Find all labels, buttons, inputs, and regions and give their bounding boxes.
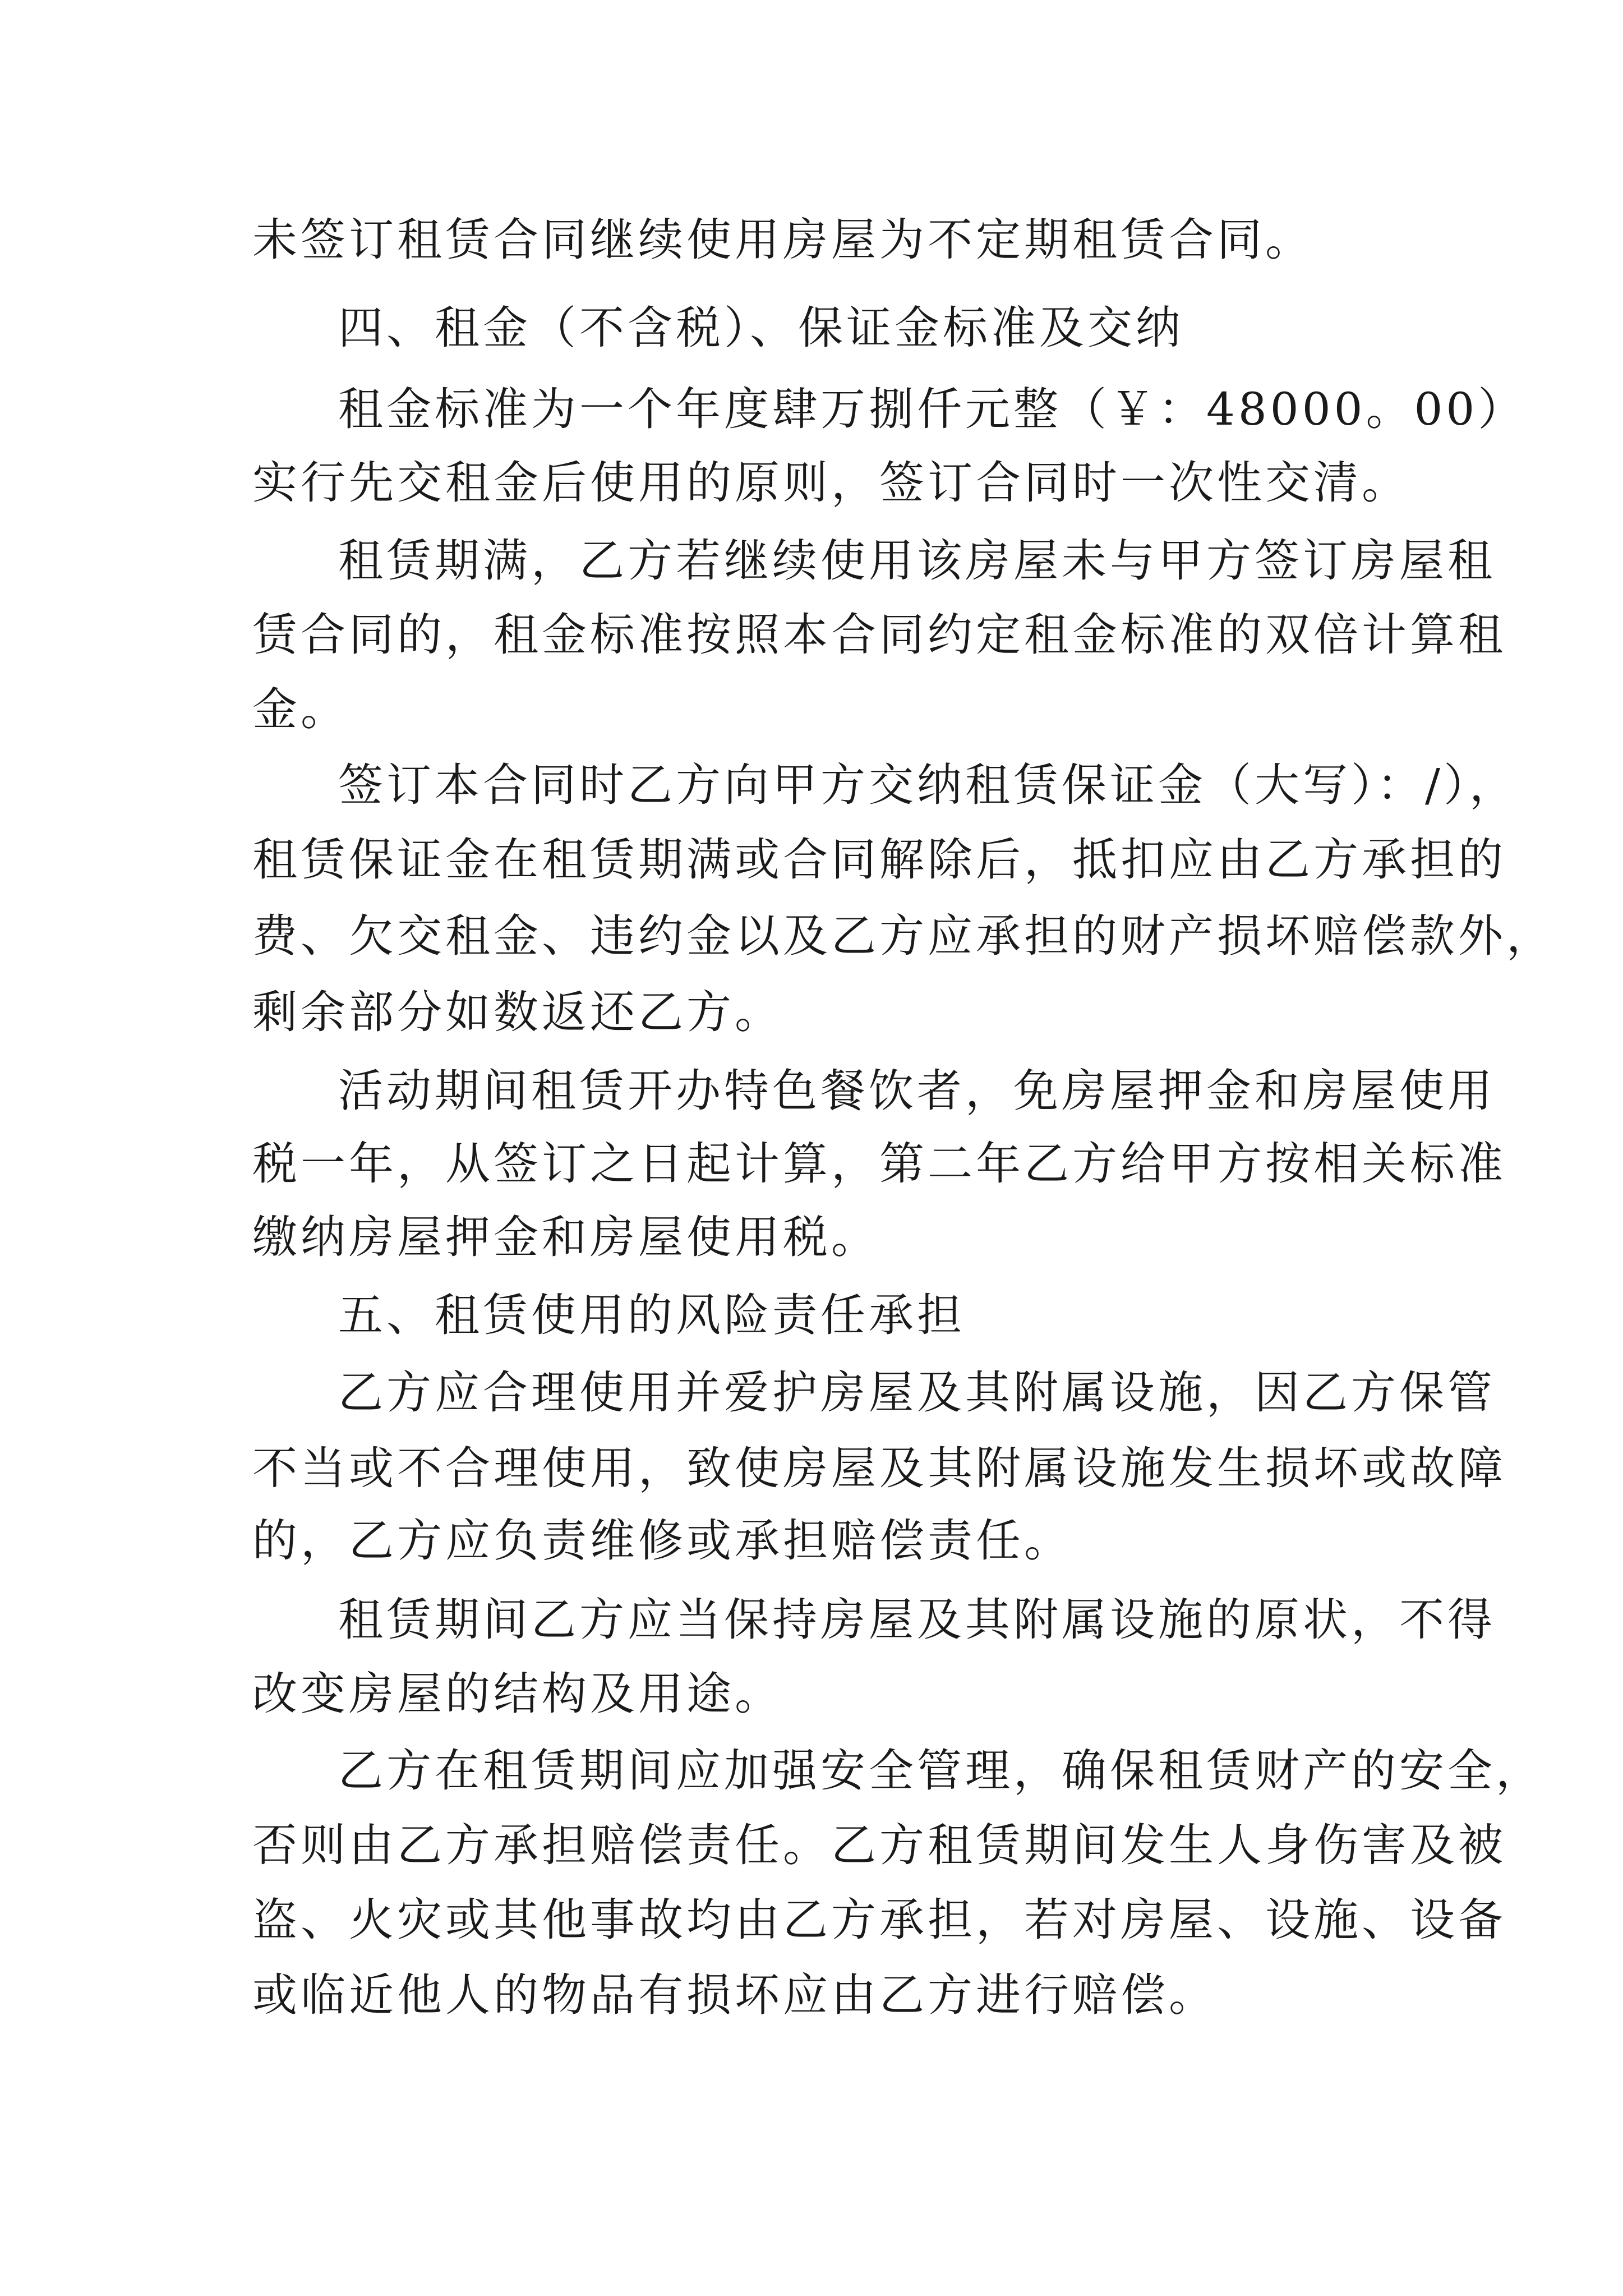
- body-line: 费、欠交租金、违约金以及乙方应承担的财产损坏赔偿款外，: [252, 910, 1555, 962]
- body-line: 剩余部分如数返还乙方。: [252, 986, 783, 1038]
- body-line: 缴纳房屋押金和房屋使用税。: [252, 1211, 879, 1263]
- body-line: 的，乙方应负责维修或承担赔偿责任。: [252, 1515, 1072, 1567]
- body-line: 乙方应合理使用并爱护房屋及其附属设施，因乙方保管: [338, 1366, 1496, 1419]
- body-line: 租金标准为一个年度肆万捌仟元整（￥：48000。00）: [338, 383, 1527, 435]
- body-line: 金。: [252, 683, 349, 735]
- body-line: 赁合同的，租金标准按照本合同约定租金标准的双倍计算租: [252, 609, 1506, 661]
- body-line: 不当或不合理使用，致使房屋及其附属设施发生损坏或故障: [252, 1442, 1506, 1494]
- section-heading-risk-liability: 五、租赁使用的风险责任承担: [338, 1289, 965, 1341]
- body-line: 乙方在租赁期间应加强安全管理，确保租赁财产的安全，: [338, 1745, 1544, 1797]
- body-line: 盗、火灾或其他事故均由乙方承担，若对房屋、设施、设备: [252, 1894, 1506, 1946]
- body-line: 活动期间租赁开办特色餐饮者，免房屋押金和房屋使用: [338, 1065, 1496, 1117]
- body-line: 未签订租赁合同继续使用房屋为不定期租赁合同。: [252, 214, 1313, 266]
- body-line: 否则由乙方承担赔偿责任。乙方租赁期间发生人身伤害及被: [252, 1819, 1506, 1871]
- body-line: 租赁期间乙方应当保持房屋及其附属设施的原状，不得: [338, 1594, 1496, 1646]
- body-line: 租赁保证金在租赁期满或合同解除后，抵扣应由乙方承担的: [252, 834, 1506, 886]
- body-line: 签订本合同时乙方向甲方交纳租赁保证金（大写）：/），: [338, 759, 1518, 811]
- body-line: 改变房屋的结构及用途。: [252, 1668, 783, 1720]
- body-line: 租赁期满，乙方若继续使用该房屋未与甲方签订房屋租: [338, 535, 1496, 587]
- section-heading-rent-deposit: 四、租金（不含税）、保证金标准及交纳: [338, 302, 1184, 354]
- body-line: 实行先交租金后使用的原则，签订合同时一次性交清。: [252, 457, 1410, 509]
- body-line: 或临近他人的物品有损坏应由乙方进行赔偿。: [252, 1969, 1217, 2021]
- body-line: 税一年，从签订之日起计算，第二年乙方给甲方按相关标准: [252, 1138, 1506, 1190]
